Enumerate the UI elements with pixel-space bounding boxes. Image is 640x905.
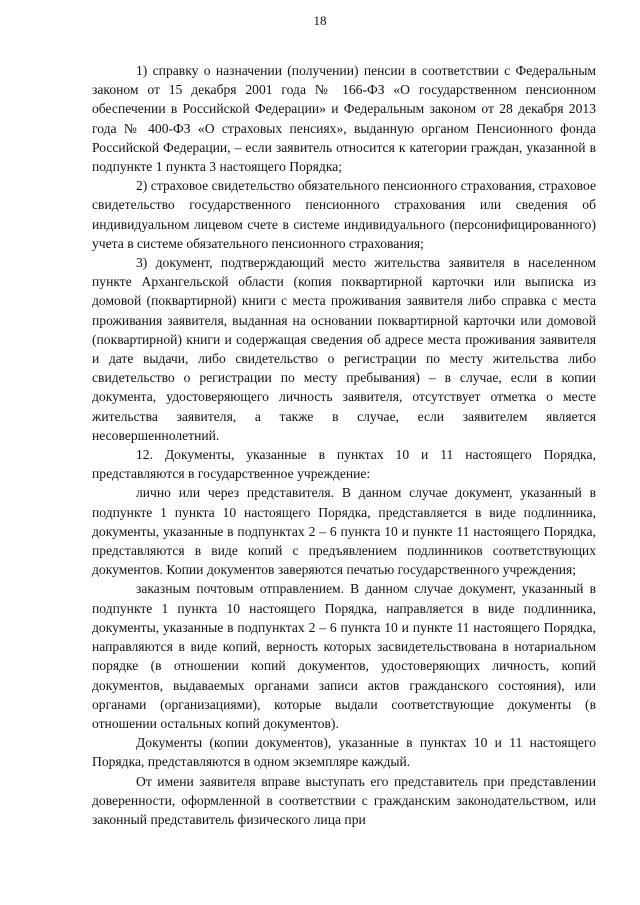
- paragraph-subitem-2: 2) страховое свидетельство обязательного пенсионного страхования, страховое свидетельство государственного пенсионного страхования или сведения об индивидуальном лицевом счете в системе индивидуального (персонифицированного) учета в системе обязательного пенсионного страхования;: [92, 178, 596, 251]
- paragraph-subitem-3: 3) документ, подтверждающий место жительства заявителя в населенном пункте Архангельской области (копия поквартирной карточки или выписка из домовой (поквартирной) книги с места проживания заявителя либо справка с места проживания заявителя, выданная на основании поквартирной карточки или домовой (поквартирной) книги и содержащая сведения об адресе места проживания заявителя и дате выдачи, либо свидетельство о регистрации по месту жительства либо свидетельство о регистрации по месту пребывания) – в случае, если в копии документа, удостоверяющего личность заявителя, отсутствует отметка о месте жительства заявителя, а также в случае, если заявителем является несовершеннолетний.: [92, 255, 596, 443]
- paragraph-copies: Документы (копии документов), указанные в пунктах 10 и 11 настоящего Порядка, представляются в одном экземпляре каждый.: [92, 735, 596, 770]
- page-number: 18: [313, 13, 327, 28]
- paragraph-in-person: лично или через представителя. В данном случае документ, указанный в подпункте 1 пункта 10 настоящего Порядка, представляется в виде подлинника, документы, указанные в подпунктах 2 – 6 пункта 10 и пункте 11 настоящего Порядка, представляются в виде копий с предъявлением подлинников соответствующих документов. Копии документов заверяются печатью государственного учреждения;: [92, 485, 596, 578]
- paragraph-representative: От имени заявителя вправе выступать его представитель при представлении доверенности, оформленной в соответствии с гражданским законодательством, или законный представитель физического лица при: [92, 773, 596, 827]
- document-body: [92, 61, 596, 829]
- paragraph-subitem-1: 1) справку о назначении (получении) пенсии в соответствии с Федеральным законом от 15 декабря 2001 года № 166-ФЗ «О государственном пенсионном обеспечении в Российской Федерации» и Федеральным законом от 28 декабря 2013 года № 400-ФЗ «О страховых пенсиях», выданную органом Пенсионного фонда Российской Федерации, – если заявитель относится к категории граждан, указанной в подпункте 1 пункта 3 настоящего Порядка;: [92, 63, 596, 175]
- paragraph-item-12: 12. Документы, указанные в пунктах 10 и 11 настоящего Порядка, представляются в государственное учреждение:: [92, 447, 596, 482]
- paragraph-by-mail: заказным почтовым отправлением. В данном случае документ, указанный в подпункте 1 пункта 10 настоящего Порядка, направляется в виде подлинника, документы, указанные в подпунктах 2 – 6 пункта 10 и пункте 11 настоящего Порядка, направляются в виде копий, верность которых засвидетельствована в нотариальном порядке (в отношении копий документов, удостоверяющих личность, копий документов, выдаваемых органами записи актов гражданского состояния), или органами (организациями), которые выдали соответствующие документы (в отношении остальных копий документов).: [92, 581, 596, 731]
